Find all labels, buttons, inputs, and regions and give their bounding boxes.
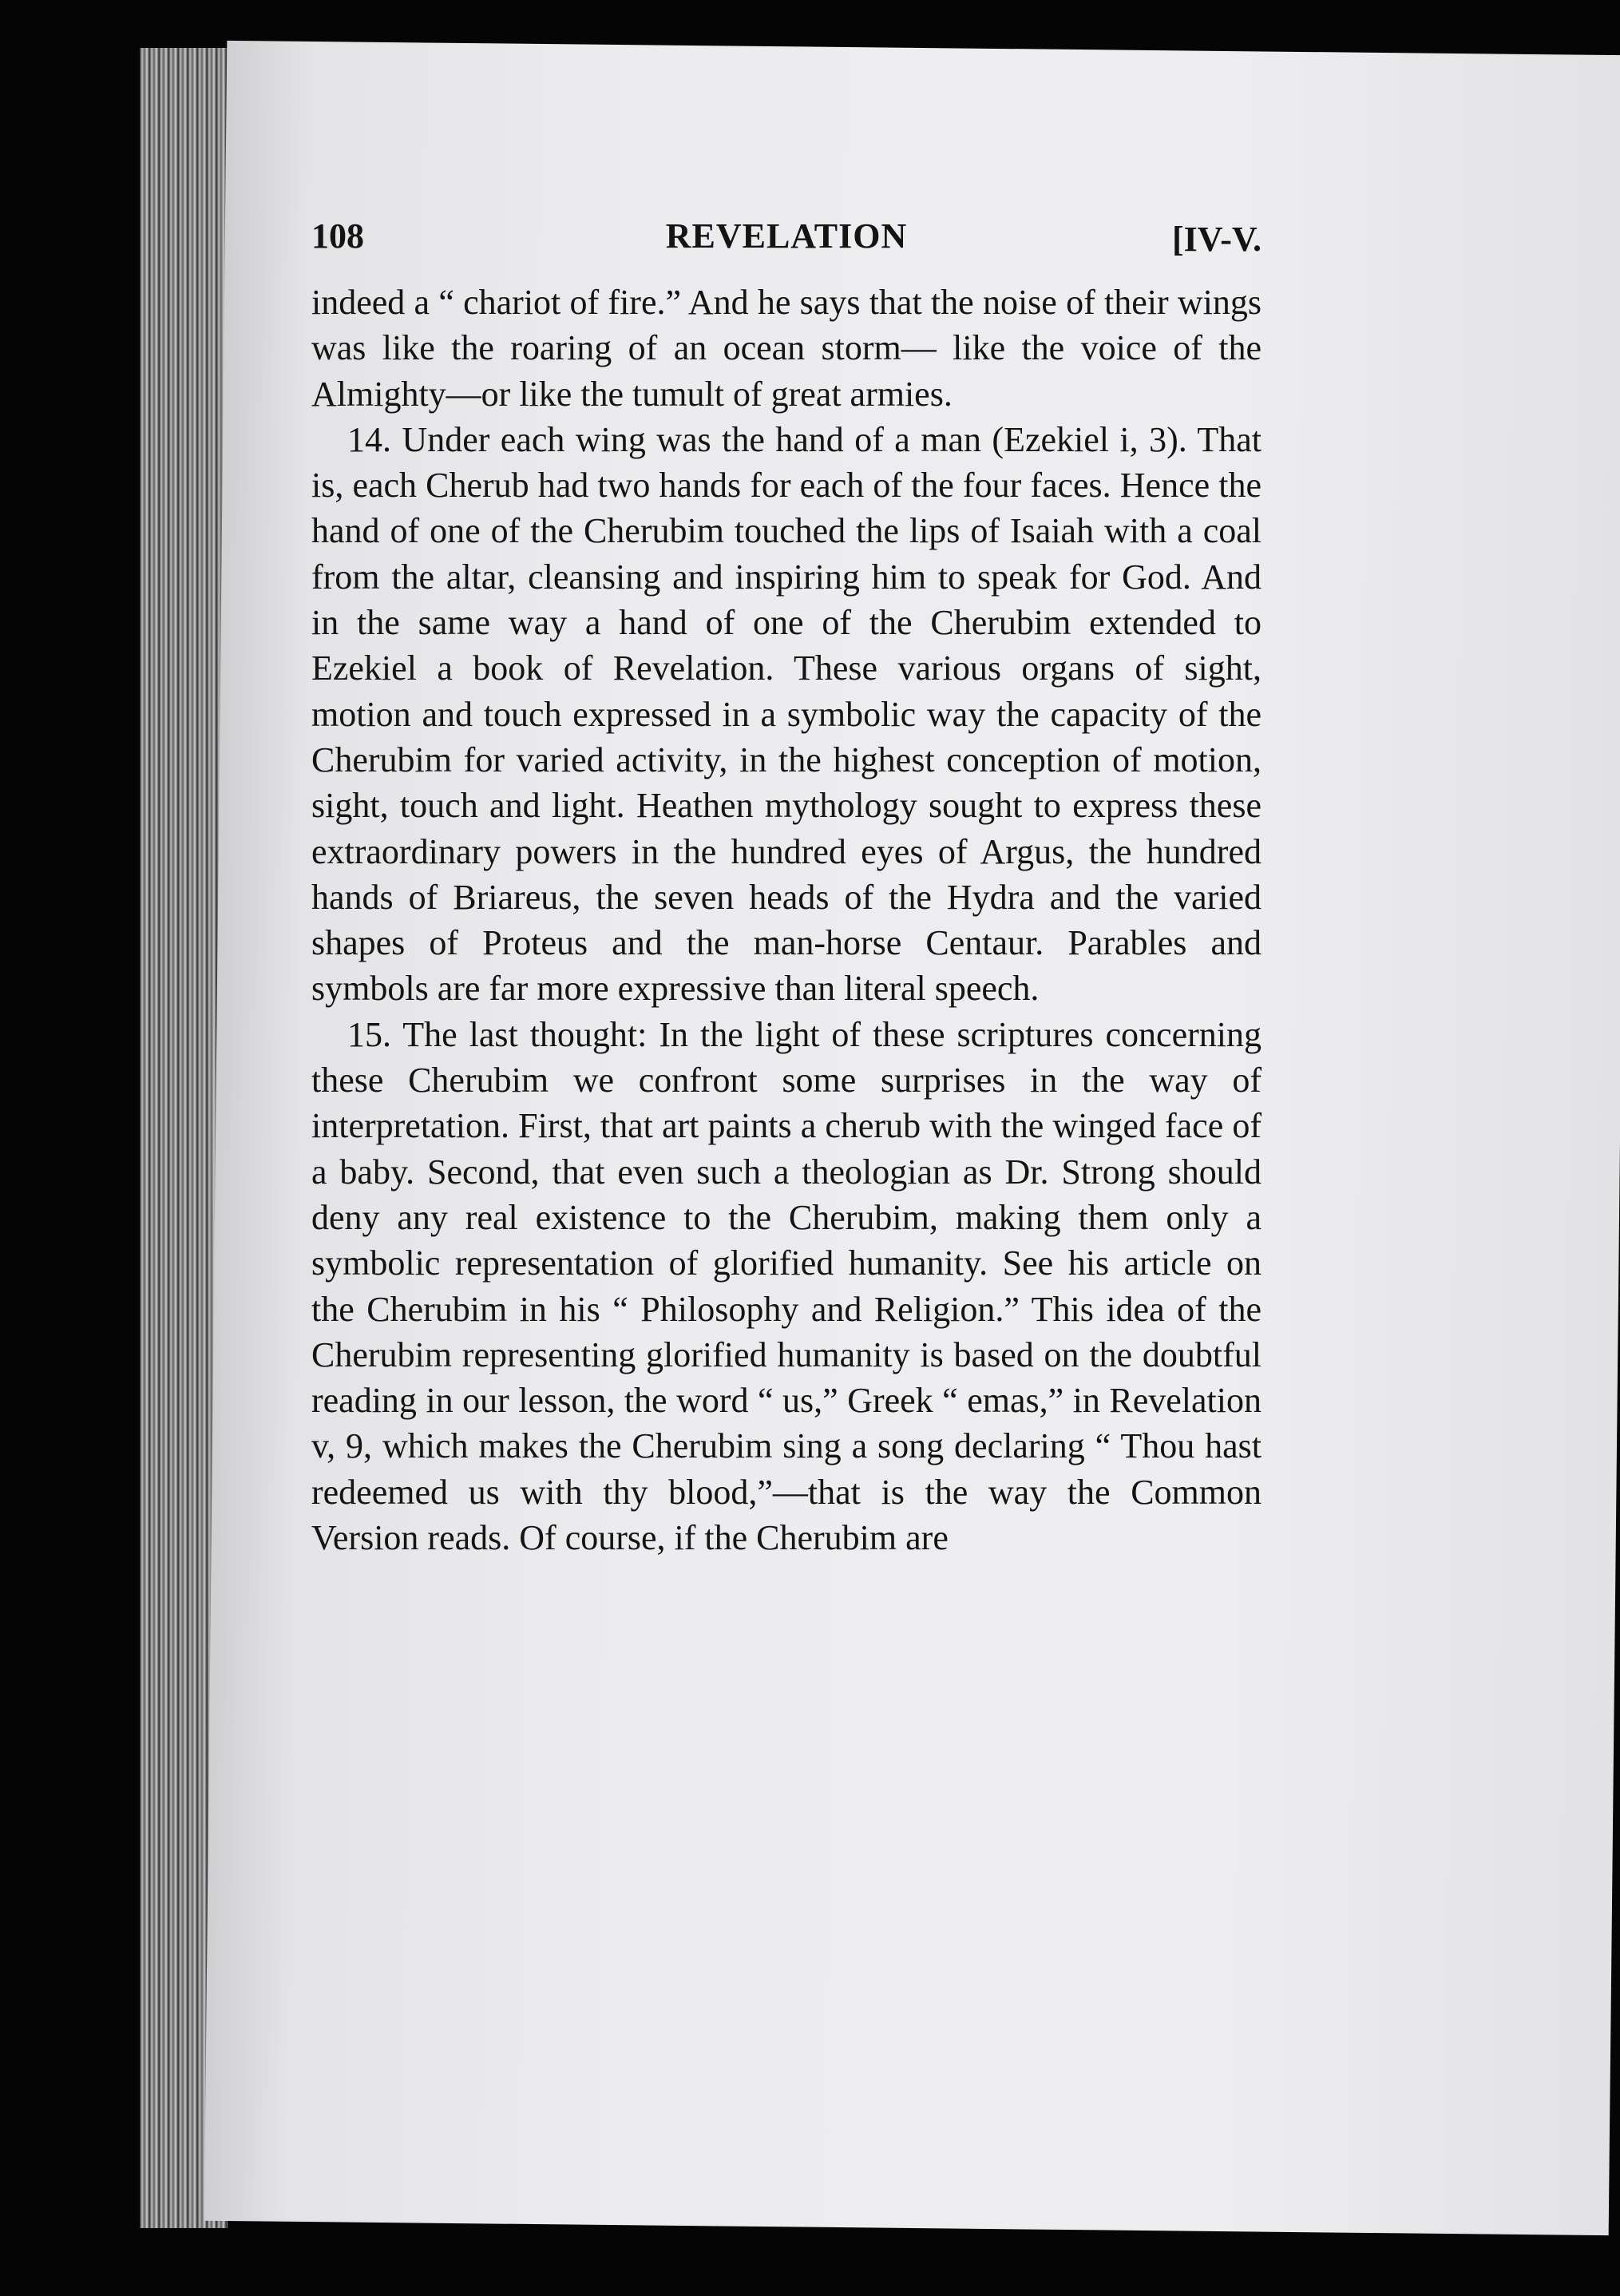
text-block [311,216,1262,1560]
body-text [311,280,1262,1560]
chapter-reference: [IV-V. [1171,220,1262,259]
paragraph-15: 15. The last thought: In the light of these scriptures concerning these Cherubim we confront some surprises in the way of interpretation. First, that art paints a cherub with the winged face of a baby. Second, that even such a theologian as Dr. Strong should deny any real existence to the Cherubim, making them only a symbolic representation of glorified humanity. See his article on the Cherubim in his “ Philosophy and Religion.” This idea of the Cherubim representing glorified humanity is based on the doubtful reading in our lesson, the word “ us,” Greek “ emas,” in Revelation v, 9, which makes the Cherubim sing a song declaring “ Thou hast redeemed us with thy blood,”—that is the way the Common Version reads. Of course, if the Cherubim are [311,1014,1262,1558]
running-title: REVELATION [665,216,908,256]
paragraph-14: 14. Under each wing was the hand of a man (Ezekiel i, 3). That is, each Cherub had two hands for each of the four faces. Hence the hand of one of the Cherubim touched the lips of Isaiah with a coal from the altar, cleansing and inspiring him to speak for God. And in the same way a hand of one of the Cherubim extended to Ezekiel a book of Revelation. These various organs of sight, motion and touch expressed in a symbolic way the capacity of the Cherubim for varied activity, in the highest conception of motion, sight, touch and light. Heathen mythology sought to express these extraordinary powers in the hundred eyes of Argus, the hundred hands of Briareus, the seven heads of the Hydra and the varied shapes of Proteus and the man-horse Centaur. Parables and symbols are far more expressive than literal speech. [311,419,1262,1009]
paragraph-continuation: indeed a “ chariot of fire.” And he says that the noise of their wings was like the roaring of an ocean storm— like the voice of the Almighty—or like the tumult of great armies. [311,283,1262,414]
running-head [311,216,1262,280]
page-number: 108 [311,216,364,256]
